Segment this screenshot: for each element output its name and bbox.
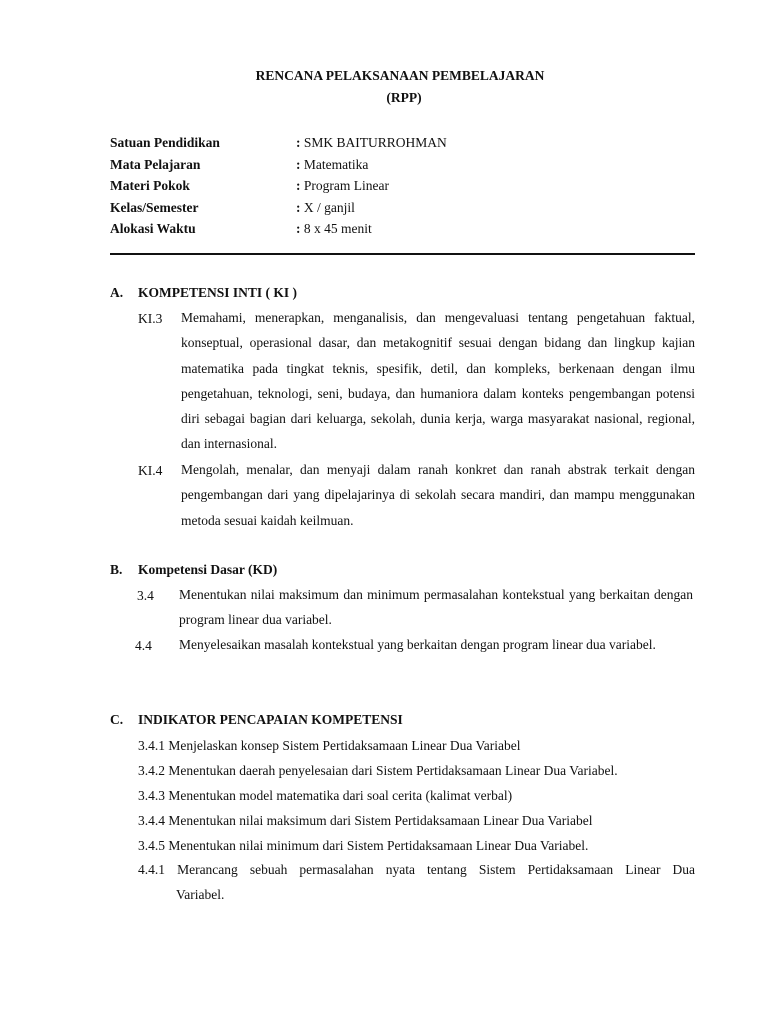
ki4-text: Mengolah, menalar, dan menyaji dalam ranah konkret dan ranah abstrak terkait dengan pengembangan dari yang dipelajarinya di sekolah secara mandiri, dan mampu menggunakan metoda sesuai kaidah keilmuan. [181,462,695,528]
indicator-item: 3.4.1 Menjelaskan konsep Sistem Pertidaksamaan Linear Dua Variabel [138,738,521,753]
meta-label: Kelas/Semester [110,200,199,215]
meta-label: Mata Pelajaran [110,157,201,172]
indicator-item: 3.4.3 Menentukan model matematika dari soal cerita (kalimat verbal) [138,788,513,803]
section-c-heading: C. INDIKATOR PENCAPAIAN KOMPETENSI [110,712,403,727]
meta-label: Materi Pokok [110,178,190,193]
meta-value: : SMK BAITURROHMAN [296,135,447,150]
kd34-text: Menentukan nilai maksimum dan minimum permasalahan kontekstual yang berkaitan dengan program linear dua variabel. [179,587,693,628]
indicator-item: 3.4.2 Menentukan daerah penyelesaian dari Sistem Pertidaksamaan Linear Dua Variabel. [138,763,618,778]
meta-value: : X / ganjil [296,200,355,215]
document-page: RENCANA PELAKSANAAN PEMBELAJARAN (RPP) Satuan Pendidikan : SMK BAITURROHMAN Mata Pelajaran : Matematika Materi Pokok : Program Linear Kelas/Semester : X / ganjil Alokasi Waktu : 8 x 45 menit A. KOMPETENSI INTI ( KI ) KI.3 Memahami, menerapkan, menganalisis, dan mengevaluasi tentang pengetahuan faktual, konseptual, operasional dasar, dan metakognitif sesuai dengan bidang dan lingkup kajian matematika pada tingkat teknis, spesifik, detil, dan kompleks, berkenaan dengan ilmu pengetahuan, teknologi, seni, budaya, dan humaniora dalam konteks pengembangan potensi diri sebagai bagian dari keluarga, sekolah, dunia kerja, warga masyarakat nasional, regional, dan internasional. KI.4 Mengolah, menalar, dan menyaji dalam ranah konkret dan ranah abstrak terkait dengan pengembangan dari yang dipelajarinya di sekolah secara mandiri, dan mampu menggunakan metoda sesuai kaidah keilmuan. B. Kompetensi Dasar (KD) 3.4 Menentukan nilai maksimum dan minimum permasalahan kontekstual yang berkaitan dengan program linear dua variabel. 4.4 Menyelesaikan masalah kontekstual yang berkaitan dengan program linear dua variabel. C. INDIKATOR PENCAPAIAN KOMPETENSI 3.4.1 Menjelaskan konsep Sistem Pertidaksamaan Linear Dua Variabel 3.4.2 Menentukan daerah penyelesaian dari Sistem Pertidaksamaan Linear Dua Variabel. 3.4.3 Menentukan model matematika dari soal cerita (kalimat verbal) 3.4.4 Menentukan nilai maksimum dari Sistem Pertidaksamaan Linear Dua Variabel 3.4.5 Menentukan nilai minimum dari Sistem Pertidaksamaan Linear Dua Variabel. 4.4.1 Merancang sebuah permasalahan nyata tentang Sistem Pertidaksamaan Linear Dua Variabel. [0,0,768,1024]
document-title: RENCANA PELAKSANAAN PEMBELAJARAN [255,68,545,83]
header-divider [110,253,695,255]
meta-value: : Matematika [296,157,369,172]
indicator-item: 3.4.5 Menentukan nilai minimum dari Sistem Pertidaksamaan Linear Dua Variabel. [138,838,589,853]
indicator-item: 3.4.4 Menentukan nilai maksimum dari Sistem Pertidaksamaan Linear Dua Variabel [138,813,593,828]
section-b-heading: B. Kompetensi Dasar (KD) [110,562,278,577]
meta-value: : 8 x 45 menit [296,221,372,236]
meta-value: : Program Linear [296,178,389,193]
meta-label: Alokasi Waktu [110,221,196,236]
meta-label: Satuan Pendidikan [110,135,220,150]
ki3-text: Memahami, menerapkan, menganalisis, dan mengevaluasi tentang pengetahuan faktual, konseptual, operasional dasar, dan metakognitif sesuai dengan bidang dan lingkup kajian matematika pada tingkat teknis, spesifik, detil, dan kompleks, berkenaan dengan ilmu pengetahuan, teknologi, seni, budaya, dan humaniora dalam konteks pengembangan potensi diri sebagai bagian dari keluarga, sekolah, dunia kerja, warga masyarakat nasional, regional, dan internasional. [181,310,695,452]
section-a-heading: A. KOMPETENSI INTI ( KI ) [110,285,298,300]
document-subtitle: (RPP) [386,90,422,105]
indicator-item-441: 4.4.1 Merancang sebuah permasalahan nyata tentang Sistem Pertidaksamaan Linear Dua Variabel. [138,862,695,903]
kd44-text: Menyelesaikan masalah kontekstual yang berkaitan dengan program linear dua variabel. [179,637,656,652]
